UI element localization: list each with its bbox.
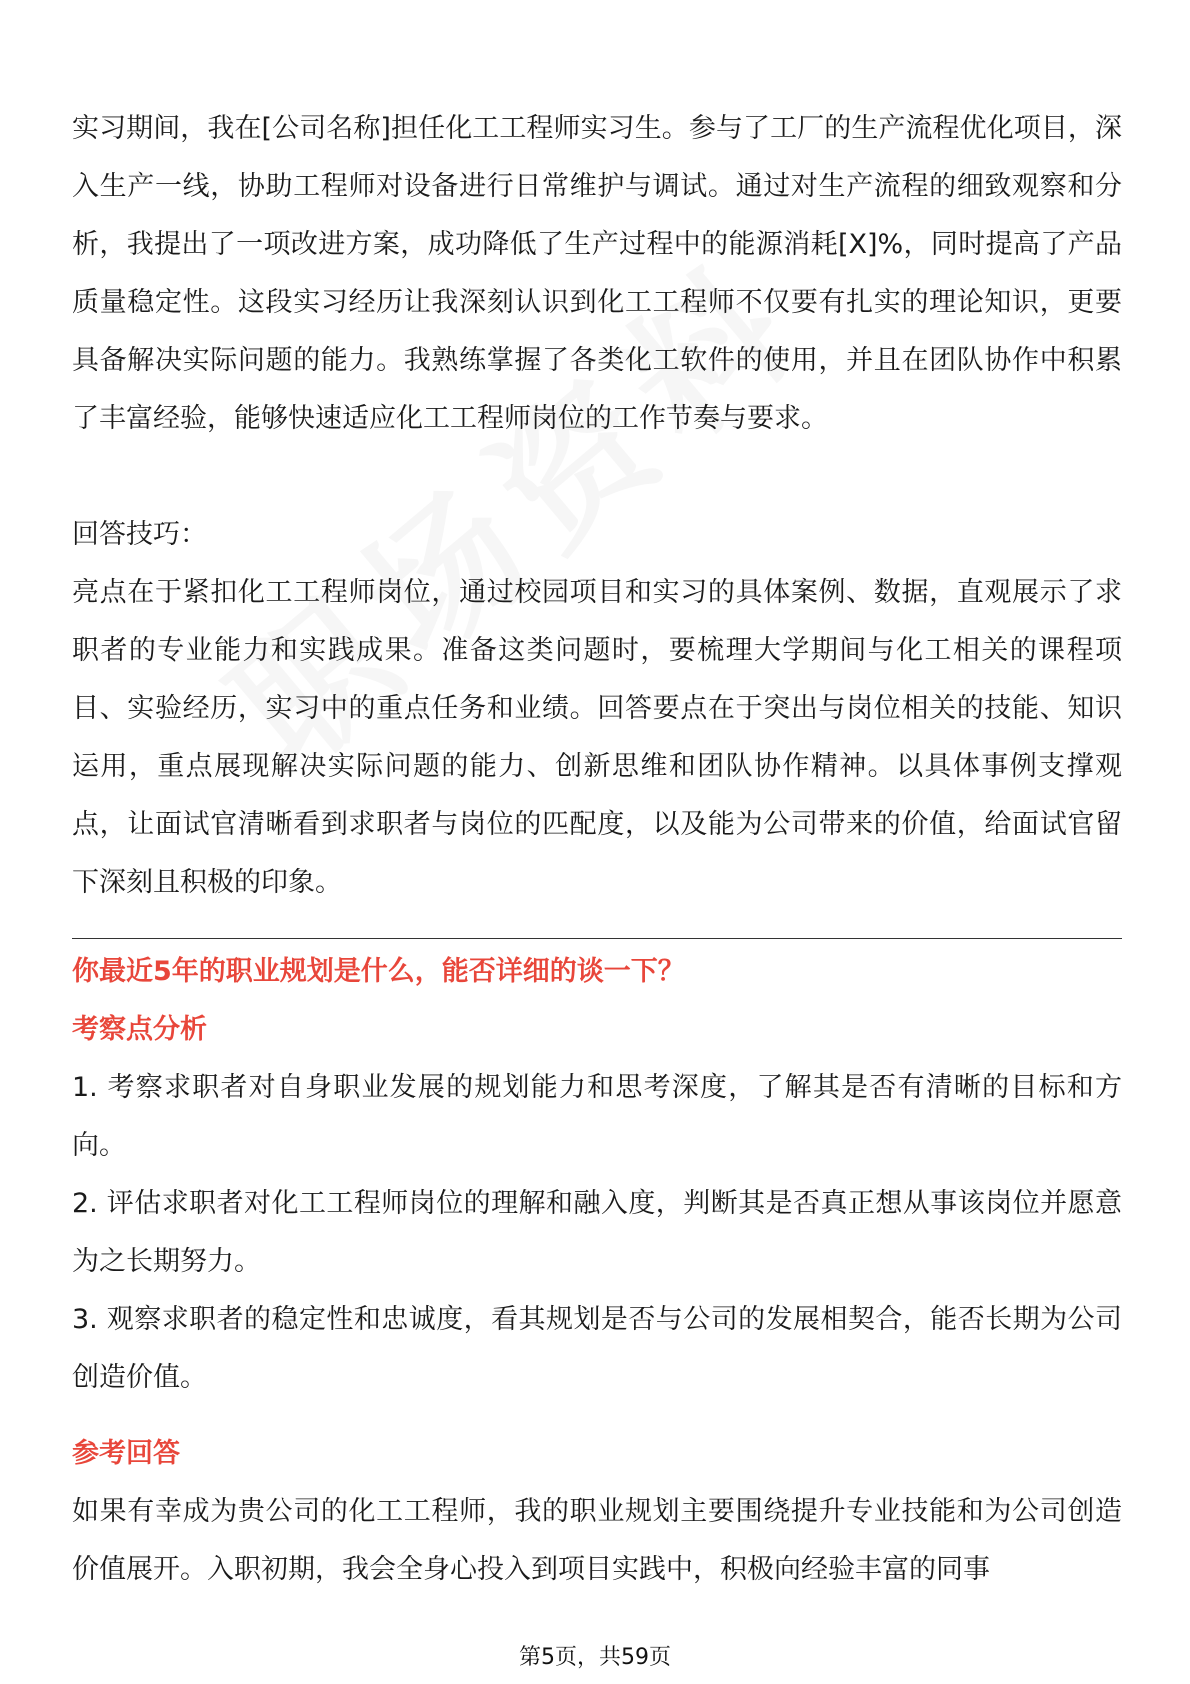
answer-heading: 参考回答 [72, 1438, 180, 1469]
tips-paragraph: 亮点在于紧扣化工工程师岗位，通过校园项目和实习的具体案例、数据，直观展示了求职者的专业能力和实践成果。准备这类问题时，要梳理大学期间与化工相关的课程项目、实验经历，实习中的重点任务和业绩。回答要点在于突出与岗位相关的技能、知识运用，重点展现解决实际问题的能力、创新思维和团队协作精神。以具体事例支撑观点，让面试官清晰看到求职者与岗位的匹配度，以及能为公司带来的价值，给面试官留下深刻且积极的印象。 [72, 577, 1122, 898]
page-number-footer: 第5页，共59页 [519, 1645, 671, 1670]
analysis-heading: 考察点分析 [72, 1014, 207, 1045]
section-divider [72, 938, 1122, 939]
tips-label: 回答技巧： [72, 519, 207, 550]
analysis-item-1: 1. 考察求职者对自身职业发展的规划能力和思考深度，了解其是否有清晰的目标和方向。 [72, 1072, 1122, 1161]
internship-paragraph: 实习期间，我在[公司名称]担任化工工程师实习生。参与了工厂的生产流程优化项目，深入生产一线，协助工程师对设备进行日常维护与调试。通过对生产流程的细致观察和分析，我提出了一项改进方案，成功降低了生产过程中的能源消耗[X]%，同时提高了产品质量稳定性。这段实习经历让我深刻认识到化工工程师不仅要有扎实的理论知识，更要具备解决实际问题的能力。我熟练掌握了各类化工软件的使用，并且在团队协作中积累了丰富经验，能够快速适应化工工程师岗位的工作节奏与要求。 [72, 113, 1122, 434]
analysis-item-3: 3. 观察求职者的稳定性和忠诚度，看其规划是否与公司的发展相契合，能否长期为公司创造价值。 [72, 1304, 1122, 1393]
analysis-item-2: 2. 评估求职者对化工工程师岗位的理解和融入度，判断其是否真正想从事该岗位并愿意为之长期努力。 [72, 1188, 1122, 1277]
section-gap [72, 1407, 1122, 1425]
paragraph-spacer [72, 448, 1122, 506]
question-title: 你最近5年的职业规划是什么，能否详细的谈一下？ [72, 956, 685, 987]
answer-paragraph: 如果有幸成为贵公司的化工工程师，我的职业规划主要围绕提升专业技能和为公司创造价值展开。入职初期，我会全身心投入到项目实践中，积极向经验丰富的同事 [72, 1496, 1122, 1585]
document-content [72, 100, 1122, 1599]
